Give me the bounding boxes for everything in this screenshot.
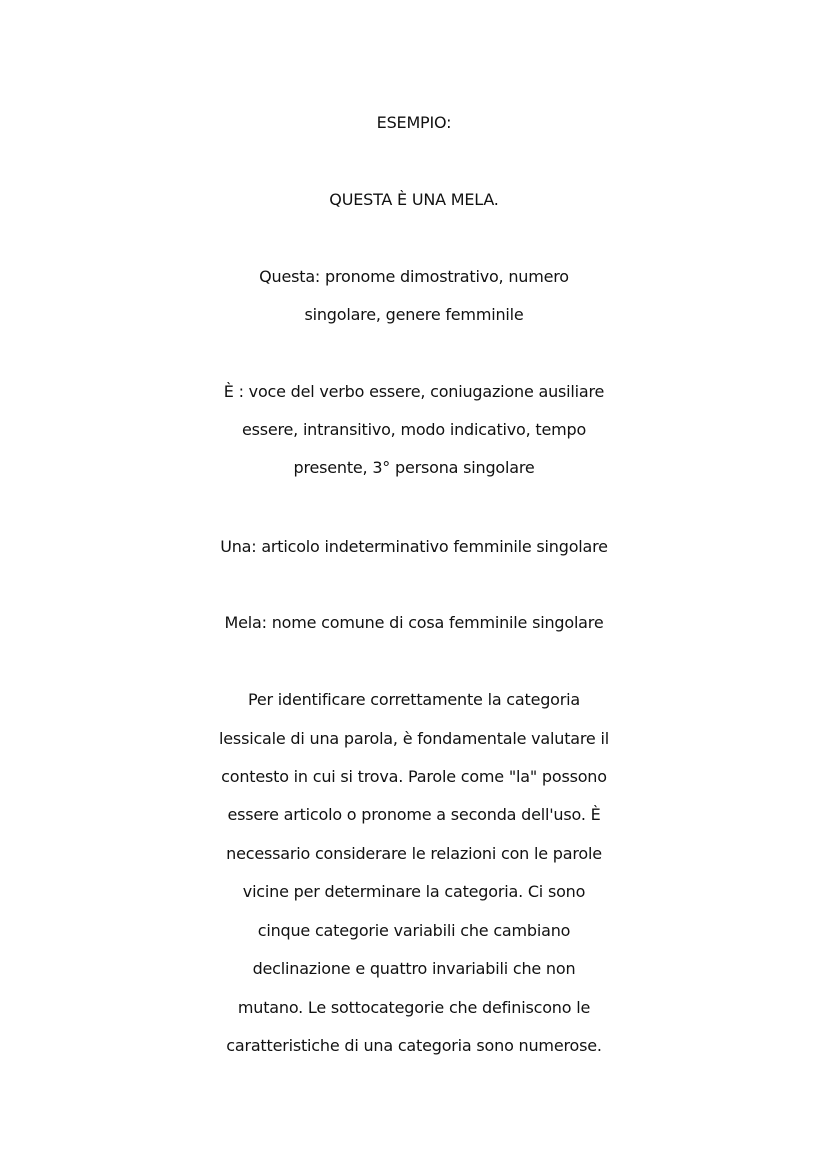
analysis-e-line-3: presente, 3° persona singolare	[293, 458, 535, 477]
analysis-mela: Mela: nome comune di cosa femminile singolare	[224, 613, 604, 632]
explanation-line-5: necessario considerare le relazioni con le parole	[226, 844, 602, 863]
explanation-line-10: caratteristiche di una categoria sono numerose.	[226, 1036, 602, 1055]
explanation-line-9: mutano. Le sottocategorie che definiscono le	[237, 998, 591, 1017]
explanation-line-2: lessicale di una parola, è fondamentale valutare il	[219, 729, 609, 748]
analysis-e-line-2: essere, intransitivo, modo indicativo, tempo	[241, 420, 587, 439]
explanation-line-1: Per identificare correttamente la categoria	[247, 690, 581, 709]
explanation-line-8: declinazione e quattro invariabili che non	[252, 959, 576, 978]
explanation-line-4: essere articolo o pronome a seconda dell'uso. È	[227, 805, 601, 824]
analysis-questa-line-1: Questa: pronome dimostrativo, numero	[259, 267, 569, 286]
example-sentence: QUESTA È UNA MELA.	[329, 190, 499, 209]
explanation-line-6: vicine per determinare la categoria. Ci sono	[242, 882, 586, 901]
analysis-una: Una: articolo indeterminativo femminile singolare	[220, 537, 608, 556]
analysis-e-line-1: È : voce del verbo essere, coniugazione ausiliare	[223, 382, 605, 401]
explanation-line-3: contesto in cui si trova. Parole come "la" possono	[221, 767, 607, 786]
explanation-line-7: cinque categorie variabili che cambiano	[257, 921, 571, 940]
analysis-questa-line-2: singolare, genere femminile	[304, 305, 524, 324]
heading: ESEMPIO:	[376, 113, 452, 132]
